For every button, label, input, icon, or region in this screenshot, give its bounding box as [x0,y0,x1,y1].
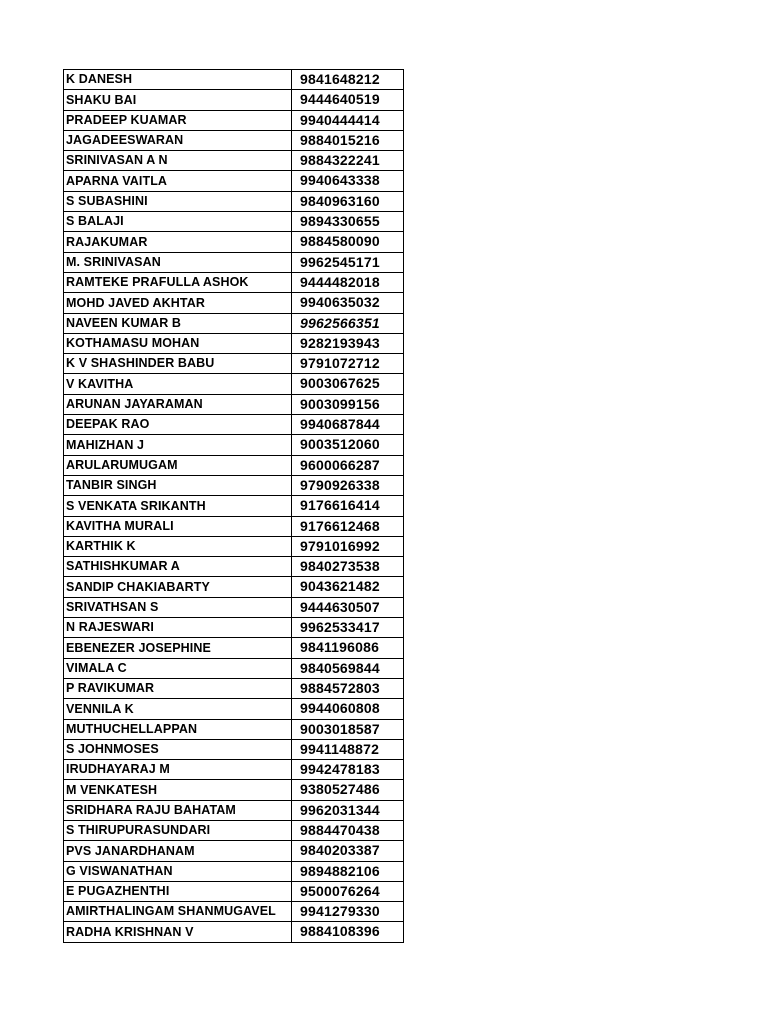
contact-phone-cell: 9600066287 [292,455,404,475]
table-row [64,597,404,617]
contact-name-cell: PVS JANARDHANAM [64,841,292,861]
table-row [64,191,404,211]
contact-phone-cell: 9940643338 [292,171,404,191]
contact-phone-cell: 9884580090 [292,232,404,252]
table-row [64,110,404,130]
contact-name-cell: S SUBASHINI [64,191,292,211]
table-row [64,658,404,678]
contact-name-cell: RAJAKUMAR [64,232,292,252]
table-row [64,760,404,780]
contact-name-cell: SANDIP CHAKIABARTY [64,577,292,597]
contact-name-cell: S THIRUPURASUNDARI [64,820,292,840]
contact-phone-cell: 9003018587 [292,719,404,739]
table-row [64,130,404,150]
contact-name-cell: TANBIR SINGH [64,475,292,495]
contact-name-cell: P RAVIKUMAR [64,678,292,698]
contact-name-cell: KAVITHA MURALI [64,516,292,536]
contact-phone-cell: 9962566351 [292,313,404,333]
table-row [64,232,404,252]
contact-phone-cell: 9840203387 [292,841,404,861]
contact-phone-cell: 9043621482 [292,577,404,597]
contact-phone-cell: 9791072712 [292,354,404,374]
contact-phone-cell: 9944060808 [292,699,404,719]
table-row [64,557,404,577]
contact-phone-cell: 9841648212 [292,70,404,90]
table-row [64,577,404,597]
table-row [64,881,404,901]
table-row [64,861,404,881]
contact-phone-cell: 9444630507 [292,597,404,617]
table-row [64,333,404,353]
contact-phone-cell: 9884470438 [292,820,404,840]
contact-phone-cell: 9884572803 [292,678,404,698]
table-row [64,719,404,739]
contact-name-cell: K V SHASHINDER BABU [64,354,292,374]
table-row [64,780,404,800]
table-row [64,272,404,292]
contact-name-cell: S JOHNMOSES [64,739,292,759]
contact-name-cell: EBENEZER JOSEPHINE [64,638,292,658]
contact-name-cell: ARULARUMUGAM [64,455,292,475]
table-row [64,293,404,313]
table-row [64,739,404,759]
table-row [64,151,404,171]
contact-name-cell: VIMALA C [64,658,292,678]
contact-phone-cell: 9941148872 [292,739,404,759]
contact-name-cell: SRIDHARA RAJU BAHATAM [64,800,292,820]
contacts-table [63,69,404,943]
contact-phone-cell: 9840963160 [292,191,404,211]
contact-name-cell: V KAVITHA [64,374,292,394]
table-row [64,496,404,516]
contact-phone-cell: 9962533417 [292,618,404,638]
contact-name-cell: N RAJESWARI [64,618,292,638]
contact-phone-cell: 9840273538 [292,557,404,577]
table-row [64,313,404,333]
contact-name-cell: MUTHUCHELLAPPAN [64,719,292,739]
contact-name-cell: KOTHAMASU MOHAN [64,333,292,353]
contact-phone-cell: 9940687844 [292,415,404,435]
contact-phone-cell: 9942478183 [292,760,404,780]
table-row [64,394,404,414]
table-row [64,374,404,394]
contact-phone-cell: 9380527486 [292,780,404,800]
table-row [64,90,404,110]
contact-phone-cell: 9894330655 [292,212,404,232]
table-row [64,415,404,435]
contact-name-cell: RAMTEKE PRAFULLA ASHOK [64,272,292,292]
table-row [64,820,404,840]
contact-phone-cell: 9941279330 [292,902,404,922]
table-row [64,678,404,698]
contact-name-cell: IRUDHAYARAJ M [64,760,292,780]
contact-phone-cell: 9003512060 [292,435,404,455]
contact-phone-cell: 9003067625 [292,374,404,394]
table-row [64,455,404,475]
contact-name-cell: APARNA VAITLA [64,171,292,191]
contact-phone-cell: 9003099156 [292,394,404,414]
contact-name-cell: MAHIZHAN J [64,435,292,455]
contact-name-cell: E PUGAZHENTHI [64,881,292,901]
table-row [64,354,404,374]
contact-phone-cell: 9884015216 [292,130,404,150]
table-row [64,638,404,658]
table-row [64,252,404,272]
contact-phone-cell: 9962545171 [292,252,404,272]
contact-phone-cell: 9940444414 [292,110,404,130]
contact-phone-cell: 9841196086 [292,638,404,658]
contact-name-cell: KARTHIK K [64,536,292,556]
table-row [64,70,404,90]
contact-name-cell: JAGADEESWARAN [64,130,292,150]
table-row [64,536,404,556]
contact-phone-cell: 9791016992 [292,536,404,556]
contact-name-cell: M VENKATESH [64,780,292,800]
contact-phone-cell: 9444640519 [292,90,404,110]
contact-phone-cell: 9176612468 [292,516,404,536]
contact-name-cell: DEEPAK RAO [64,415,292,435]
contact-phone-cell: 9940635032 [292,293,404,313]
contact-name-cell: PRADEEP KUAMAR [64,110,292,130]
table-row [64,699,404,719]
table-row [64,841,404,861]
table-row [64,618,404,638]
contact-name-cell: S VENKATA SRIKANTH [64,496,292,516]
table-row [64,171,404,191]
table-row [64,212,404,232]
contact-phone-cell: 9962031344 [292,800,404,820]
contact-name-cell: ARUNAN JAYARAMAN [64,394,292,414]
contact-phone-cell: 9500076264 [292,881,404,901]
contact-phone-cell: 9282193943 [292,333,404,353]
contact-phone-cell: 9790926338 [292,475,404,495]
contact-name-cell: M. SRINIVASAN [64,252,292,272]
table-row [64,922,404,942]
contact-name-cell: G VISWANATHAN [64,861,292,881]
contact-name-cell: VENNILA K [64,699,292,719]
contact-phone-cell: 9444482018 [292,272,404,292]
contact-name-cell: MOHD JAVED AKHTAR [64,293,292,313]
contact-name-cell: AMIRTHALINGAM SHANMUGAVEL [64,902,292,922]
table-row [64,800,404,820]
table-row [64,516,404,536]
contact-name-cell: S BALAJI [64,212,292,232]
contact-name-cell: SRIVATHSAN S [64,597,292,617]
contact-name-cell: SRINIVASAN A N [64,151,292,171]
table-row [64,435,404,455]
contact-phone-cell: 9884108396 [292,922,404,942]
contact-phone-cell: 9840569844 [292,658,404,678]
contact-name-cell: K DANESH [64,70,292,90]
contact-phone-cell: 9894882106 [292,861,404,881]
contacts-table-body [64,70,404,943]
contact-name-cell: RADHA KRISHNAN V [64,922,292,942]
contact-name-cell: NAVEEN KUMAR B [64,313,292,333]
contact-name-cell: SATHISHKUMAR A [64,557,292,577]
table-row [64,475,404,495]
contact-phone-cell: 9884322241 [292,151,404,171]
contact-phone-cell: 9176616414 [292,496,404,516]
table-row [64,902,404,922]
contact-name-cell: SHAKU BAI [64,90,292,110]
